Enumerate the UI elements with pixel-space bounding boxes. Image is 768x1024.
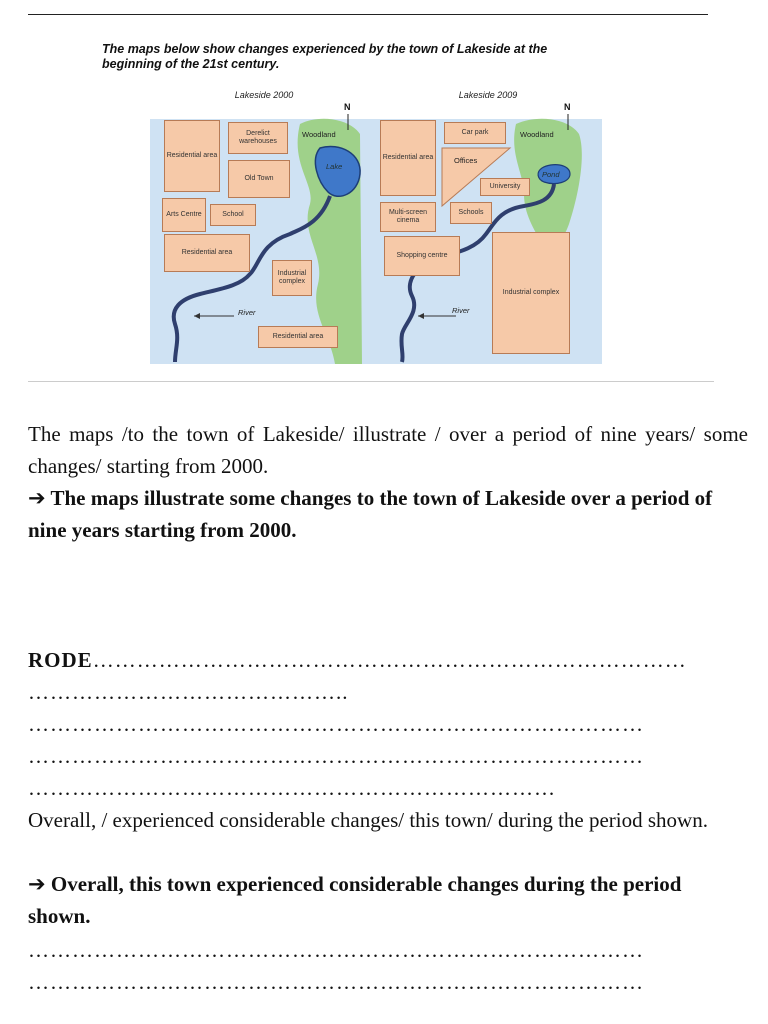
lake-label: Lake	[326, 162, 343, 171]
residential-area: Residential area	[380, 120, 436, 196]
blank-line-2: …………………………………………………………………………	[28, 970, 644, 994]
map-2000	[150, 84, 378, 364]
pond-label: Pond	[542, 170, 560, 179]
arrow-icon: ➔	[28, 872, 46, 896]
residential-area-bottom: Residential area	[258, 326, 338, 348]
north-label: N	[564, 102, 571, 112]
figure-caption	[102, 42, 622, 72]
exercise-1-answer	[28, 482, 748, 546]
rode-line-3: …………………………………………………………………………	[28, 712, 644, 736]
industrial-complex: Industrial complex	[272, 260, 312, 296]
residential-area-middle: Residential area	[164, 234, 250, 272]
exercise-2-answer-text: Overall, this town experienced considerable changes during the period shown.	[28, 872, 682, 928]
rode-label: RODE	[28, 648, 93, 672]
school: School	[210, 204, 256, 226]
old-town: Old Town	[228, 160, 290, 198]
exercise-1-prompt: The maps /to the town of Lakeside/ illustrate / over a period of nine years/ some changes/ starting from 2000.	[28, 422, 748, 478]
woodland-label: Woodland	[520, 130, 554, 139]
north-label: N	[344, 102, 351, 112]
residential-area-topleft: Residential area	[164, 120, 220, 192]
offices-label: Offices	[454, 156, 478, 165]
rode-line-5: ………………………………………………………………	[28, 776, 556, 800]
exercise-1-answer-text: The maps illustrate some changes to the town of Lakeside over a period of nine years starting from 2000.	[28, 486, 713, 542]
shopping-centre: Shopping centre	[384, 236, 460, 276]
figure-divider	[28, 381, 714, 382]
multi-screen-cinema: Multi-screen cinema	[380, 202, 436, 232]
map-2009-title: Lakeside 2009	[458, 90, 518, 100]
exercise-2-prompt: Overall, / experienced considerable changes/ this town/ during the period shown.	[28, 808, 708, 832]
schools: Schools	[450, 202, 492, 224]
top-rule	[28, 14, 708, 15]
rode-line-2: ……………………………………..	[28, 680, 349, 704]
exercise-2-answer	[28, 868, 748, 932]
rode-line-1	[28, 644, 748, 676]
map-2000-title: Lakeside 2000	[234, 90, 294, 100]
industrial-complex: Industrial complex	[492, 232, 570, 354]
university: University	[480, 178, 530, 196]
map-2009	[374, 84, 602, 364]
rode-line-4: …………………………………………………………………………	[28, 744, 644, 768]
caption-line-2: beginning of the 21st century.	[102, 57, 280, 71]
blank-line-1: …………………………………………………………………………	[28, 938, 644, 962]
woodland-label: Woodland	[302, 130, 336, 139]
derelict-warehouses: Derelict warehouses	[228, 122, 288, 154]
arrow-icon: ➔	[28, 486, 46, 510]
river-label: River	[452, 306, 470, 315]
car-park: Car park	[444, 122, 506, 144]
arts-centre: Arts Centre	[162, 198, 206, 232]
rode-dots-1: ………………………………………………………………………	[92, 648, 687, 672]
river-label: River	[238, 308, 256, 317]
caption-line-1: The maps below show changes experienced by the town of Lakeside at the	[102, 42, 548, 56]
